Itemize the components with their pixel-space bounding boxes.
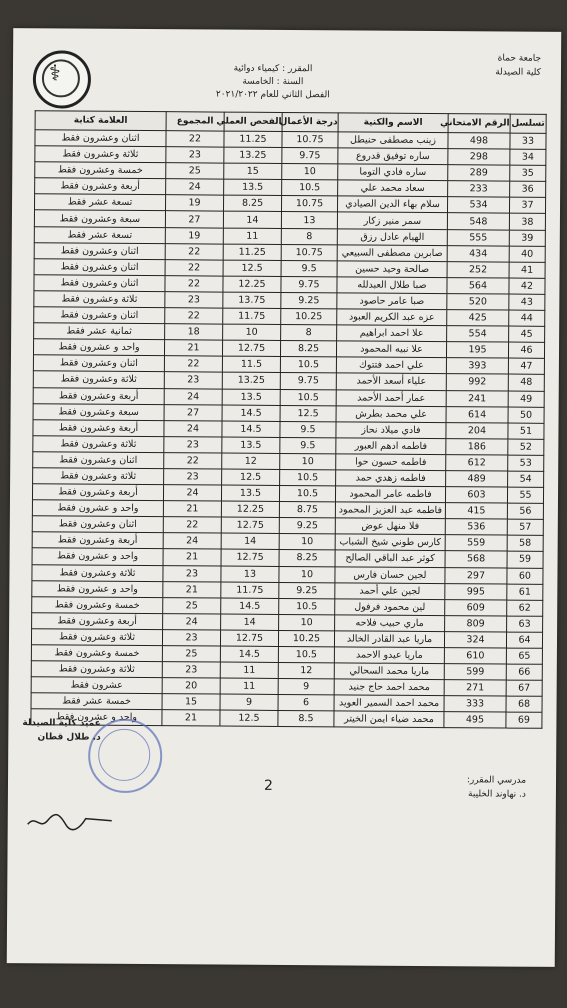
exam-number-cell: 992 [446, 374, 508, 391]
student-name-cell: محمد ضياء ايمن الخيتر [334, 711, 444, 728]
serial-cell: 63 [507, 616, 543, 632]
practical-exam-cell: 13.5 [222, 389, 280, 405]
grade-in-words-cell: اثنان وعشرون فقط [34, 242, 165, 259]
exam-number-cell: 809 [445, 615, 507, 632]
serial-cell: 46 [508, 342, 544, 358]
grade-in-words-cell: سبعة وعشرون فقط [34, 210, 165, 227]
exam-number-cell: 204 [446, 422, 508, 439]
total-cell: 22 [166, 131, 224, 147]
exam-number-cell: 186 [446, 438, 508, 455]
student-name-cell: الهيام عادل رزق [337, 228, 447, 245]
exam-number-cell: 415 [445, 503, 507, 520]
grade-in-words-cell: ثلاثة وعشرون فقط [31, 629, 162, 646]
practical-exam-cell: 14.5 [220, 646, 278, 662]
practical-exam-cell: 13.25 [224, 147, 282, 163]
grade-in-words-cell: واحد و عشرون فقط [32, 548, 163, 565]
grade-in-words-cell: اثنان وعشرون فقط [34, 275, 165, 292]
practical-exam-cell: 14.5 [222, 421, 280, 437]
total-cell: 24 [163, 613, 221, 629]
total-cell: 23 [164, 436, 222, 452]
course-year: السنة : الخامسة [242, 76, 304, 88]
serial-cell: 68 [506, 696, 542, 712]
coursework-grade-cell: 8.75 [279, 502, 335, 518]
total-cell: 23 [166, 147, 224, 163]
practical-exam-cell: 14.5 [221, 598, 279, 614]
student-name-cell: صبا عامر حاصود [337, 293, 447, 310]
student-name-cell: علي احمد فتتوك [336, 357, 446, 374]
serial-cell: 41 [509, 262, 545, 278]
student-name-cell: ساره توفيق قدروع [338, 148, 448, 165]
total-cell: 22 [165, 243, 223, 259]
total-cell: 21 [164, 340, 222, 356]
grade-in-words-cell: ثلاثة وعشرون فقط [33, 436, 164, 453]
student-name-cell: علي محمد بطرش [336, 405, 446, 422]
serial-cell: 43 [509, 294, 545, 310]
coursework-grade-cell: 10.25 [278, 630, 334, 646]
grade-in-words-cell: أربعة وعشرون فقط [32, 613, 163, 630]
course-name: المقرر : كيمياء دوائية [233, 63, 313, 75]
practical-exam-cell: 12.25 [223, 276, 281, 292]
coursework-grade-cell: 9.5 [280, 437, 336, 453]
grade-in-words-cell: اثنان وعشرون فقط [32, 516, 163, 533]
exam-number-cell: 995 [445, 583, 507, 600]
coursework-grade-cell: 10.5 [279, 486, 335, 502]
grade-in-words-cell: واحد و عشرون فقط [32, 580, 163, 597]
practical-exam-cell: 11 [220, 662, 278, 678]
serial-cell: 59 [507, 551, 543, 567]
exam-number-cell: 271 [444, 680, 506, 697]
serial-cell: 69 [506, 712, 542, 728]
total-cell: 22 [165, 276, 223, 292]
serial-cell: 60 [507, 568, 543, 584]
grade-in-words-cell: اثنان وعشرون فقط [34, 307, 165, 324]
student-name-cell: لجين علي أحمد [335, 582, 445, 599]
exam-number-cell: 554 [447, 326, 509, 343]
student-name-cell: لين محمود فرفول [335, 599, 445, 616]
exam-number-cell: 610 [444, 648, 506, 665]
total-cell: 18 [165, 324, 223, 340]
total-cell: 21 [163, 581, 221, 597]
student-name-cell: فلا منهل عوض [335, 518, 445, 535]
column-header: درجة الأعمال [282, 112, 338, 131]
practical-exam-cell: 15 [224, 163, 282, 179]
exam-number-cell: 520 [447, 294, 509, 311]
column-header: العلامة كتابة [35, 111, 166, 131]
student-name-cell: محمد احمد السمير العويد [334, 695, 444, 712]
page-number: 2 [263, 777, 273, 794]
grade-in-words-cell: أربعة وعشرون فقط [35, 178, 166, 195]
coursework-grade-cell: 8.25 [280, 341, 336, 357]
coursework-grade-cell: 10.75 [282, 131, 338, 147]
student-name-cell: صابرين مصطفى السبيعي [337, 245, 447, 262]
grade-in-words-cell: اثنان وعشرون فقط [35, 130, 166, 147]
grade-in-words-cell: ثلاثة وعشرون فقط [33, 371, 164, 388]
column-header: الرقم الامتحاني [448, 114, 510, 133]
coursework-grade-cell: 8.25 [279, 550, 335, 566]
serial-cell: 62 [507, 600, 543, 616]
serial-cell: 55 [507, 487, 543, 503]
student-name-cell: سعاد محمد علي [338, 180, 448, 197]
serial-cell: 44 [509, 310, 545, 326]
practical-exam-cell: 12 [222, 453, 280, 469]
total-cell: 21 [163, 549, 221, 565]
practical-exam-cell: 13.5 [222, 437, 280, 453]
practical-exam-cell: 11.75 [221, 582, 279, 598]
practical-exam-cell: 12.5 [220, 710, 278, 726]
student-name-cell: صبا طلال العبدلله [337, 277, 447, 294]
practical-exam-cell: 12.75 [222, 340, 280, 356]
exam-number-cell: 333 [444, 696, 506, 713]
serial-cell: 53 [508, 455, 544, 471]
practical-exam-cell: 9 [220, 694, 278, 710]
practical-exam-cell: 11.25 [224, 131, 282, 147]
exam-number-cell: 324 [444, 632, 506, 649]
dean-title: عميد كلية الصيدلة [22, 718, 101, 729]
coursework-grade-cell: 10 [279, 534, 335, 550]
student-name-cell: فاطمه زهدي حمد [336, 470, 446, 487]
course-header [203, 62, 343, 102]
serial-cell: 48 [508, 374, 544, 390]
coursework-grade-cell: 9.75 [281, 276, 337, 292]
student-name-cell: فاطمه ادهم العبور [336, 438, 446, 455]
grade-in-words-cell: ثلاثة وعشرون فقط [32, 564, 163, 581]
coursework-grade-cell: 10.5 [278, 646, 334, 662]
total-cell: 25 [166, 163, 224, 179]
grade-in-words-cell: ثلاثة وعشرون فقط [31, 661, 162, 678]
total-cell: 25 [162, 646, 220, 662]
grade-in-words-cell: اثنان وعشرون فقط [34, 259, 165, 276]
course-term: الفصل الثاني للعام ٢٠٢١/٢٠٢٢ [215, 89, 330, 101]
grade-in-words-cell: اثنان وعشرون فقط [33, 452, 164, 469]
total-cell: 23 [163, 565, 221, 581]
student-name-cell: ساره فادي التوما [338, 164, 448, 181]
practical-exam-cell: 13 [221, 566, 279, 582]
student-name-cell: كوثر عبد الباقي الصالح [335, 550, 445, 567]
practical-exam-cell: 12.25 [221, 501, 279, 517]
serial-cell: 65 [506, 648, 542, 664]
total-cell: 20 [162, 678, 220, 694]
student-name-cell: عمار أحمد الأحمد [336, 389, 446, 406]
serial-cell: 51 [508, 423, 544, 439]
grade-in-words-cell: عشرون فقط [31, 677, 162, 694]
grade-in-words-cell: خمسة وعشرون فقط [35, 162, 166, 179]
exam-number-cell: 603 [445, 487, 507, 504]
exam-number-cell: 599 [444, 664, 506, 681]
grade-in-words-cell: ثلاثة وعشرون فقط [33, 468, 164, 485]
serial-cell: 61 [507, 584, 543, 600]
total-cell: 23 [164, 469, 222, 485]
pharmacy-faculty-logo-icon: ⚕ [33, 50, 91, 108]
serial-cell: 47 [508, 358, 544, 374]
coursework-grade-cell: 9.5 [280, 421, 336, 437]
exam-number-cell: 297 [445, 567, 507, 584]
grade-in-words-cell: واحد و عشرون فقط [33, 339, 164, 356]
total-cell: 22 [163, 517, 221, 533]
student-name-cell: صالحة وحيد حسين [337, 261, 447, 278]
serial-cell: 40 [509, 246, 545, 262]
column-header: الفحص العملي [224, 112, 282, 131]
practical-exam-cell: 11 [220, 678, 278, 694]
total-cell: 25 [163, 597, 221, 613]
practical-exam-cell: 8.25 [223, 195, 281, 211]
practical-exam-cell: 12.5 [223, 260, 281, 276]
student-name-cell: علا نبيه المحمود [336, 341, 446, 358]
grade-in-words-cell: واحد و عشرون فقط [32, 500, 163, 517]
table-body [31, 130, 546, 729]
practical-exam-cell: 12.75 [221, 549, 279, 565]
serial-cell: 33 [510, 133, 546, 149]
serial-cell: 36 [510, 181, 546, 197]
exam-number-cell: 252 [447, 261, 509, 278]
practical-exam-cell: 13.25 [222, 372, 280, 388]
exam-number-cell: 289 [448, 165, 510, 182]
total-cell: 23 [162, 630, 220, 646]
practical-exam-cell: 12.75 [221, 517, 279, 533]
coursework-grade-cell: 10.5 [280, 389, 336, 405]
total-cell: 24 [166, 179, 224, 195]
serial-cell: 49 [508, 391, 544, 407]
grade-in-words-cell: ثمانية عشر فقط [34, 323, 165, 340]
coursework-grade-cell: 10.5 [280, 357, 336, 373]
exam-number-cell: 498 [448, 133, 510, 150]
serial-cell: 45 [509, 326, 545, 342]
coursework-grade-cell: 10.5 [280, 469, 336, 485]
dean-name: د. طلال قطان [37, 732, 101, 743]
total-cell: 21 [163, 501, 221, 517]
practical-exam-cell: 11.75 [223, 308, 281, 324]
grade-in-words-cell: سبعة وعشرون فقط [33, 403, 164, 420]
coursework-grade-cell: 9.5 [281, 260, 337, 276]
practical-exam-cell: 13.5 [221, 485, 279, 501]
coursework-grade-cell: 10.75 [281, 196, 337, 212]
practical-exam-cell: 14.5 [222, 405, 280, 421]
student-name-cell: سلام بهاء الدين الصيادي [337, 196, 447, 213]
practical-exam-cell: 11.25 [223, 244, 281, 260]
grade-in-words-cell: تسعة عشر فقط [34, 226, 165, 243]
student-name-cell: فاطمه عبد العزيز المحمود [335, 502, 445, 519]
total-cell: 22 [165, 308, 223, 324]
serial-cell: 38 [509, 214, 545, 230]
coursework-grade-cell: 9.75 [280, 373, 336, 389]
serial-cell: 52 [508, 439, 544, 455]
document-page [7, 28, 562, 967]
coursework-grade-cell: 12 [278, 663, 334, 679]
serial-cell: 56 [507, 503, 543, 519]
exam-number-cell: 489 [446, 471, 508, 488]
total-cell: 19 [165, 195, 223, 211]
grade-in-words-cell: أربعة وعشرون فقط [33, 419, 164, 436]
coursework-grade-cell: 10 [282, 164, 338, 180]
grade-in-words-cell: ثلاثة وعشرون فقط [35, 146, 166, 163]
faculty-name: كلية الصيدلة [495, 67, 542, 78]
grade-in-words-cell: تسعة عشر فقط [34, 194, 165, 211]
total-cell: 27 [165, 211, 223, 227]
serial-cell: 42 [509, 278, 545, 294]
total-cell: 27 [164, 404, 222, 420]
teachers-label: مدرسي المقرر: [466, 775, 527, 786]
practical-exam-cell: 12.75 [220, 630, 278, 646]
coursework-grade-cell: 9.25 [281, 292, 337, 308]
total-cell: 23 [162, 662, 220, 678]
exam-number-cell: 536 [445, 519, 507, 536]
serial-cell: 57 [507, 519, 543, 535]
grade-in-words-cell: واحد و عشرون فقط [31, 709, 162, 726]
total-cell: 22 [165, 259, 223, 275]
serial-cell: 58 [507, 535, 543, 551]
exam-number-cell: 495 [444, 712, 506, 729]
institution-header [495, 51, 541, 79]
total-cell: 24 [164, 388, 222, 404]
student-name-cell: محمد احمد حاج جنيد [334, 679, 444, 696]
student-name-cell: علياء أسعد الأحمد [336, 373, 446, 390]
coursework-grade-cell: 10 [280, 453, 336, 469]
exam-number-cell: 233 [448, 181, 510, 198]
coursework-grade-cell: 9.75 [282, 148, 338, 164]
coursework-grade-cell: 10 [279, 566, 335, 582]
total-cell: 24 [164, 420, 222, 436]
student-name-cell: زينب مصطفى حنيطل [338, 132, 448, 149]
serial-cell: 67 [506, 680, 542, 696]
practical-exam-cell: 13.5 [224, 179, 282, 195]
student-name-cell: ماري حبيب فلاحه [335, 615, 445, 632]
serial-cell: 66 [506, 664, 542, 680]
serial-cell: 37 [509, 197, 545, 213]
coursework-grade-cell: 6 [278, 695, 334, 711]
practical-exam-cell: 14 [221, 614, 279, 630]
exam-number-cell: 425 [447, 310, 509, 327]
total-cell: 15 [162, 694, 220, 710]
grade-in-words-cell: أربعة وعشرون فقط [32, 484, 163, 501]
total-cell: 23 [164, 372, 222, 388]
coursework-grade-cell: 9 [278, 679, 334, 695]
exam-number-cell: 564 [447, 277, 509, 294]
coursework-grade-cell: 8.5 [278, 711, 334, 727]
exam-number-cell: 614 [446, 406, 508, 423]
exam-number-cell: 555 [447, 229, 509, 246]
student-name-cell: ماريا محمد السحالي [334, 663, 444, 680]
coursework-grade-cell: 9.25 [279, 518, 335, 534]
teacher-name: د. نهاوند الخليبة [468, 789, 526, 800]
practical-exam-cell: 14 [221, 533, 279, 549]
coursework-grade-cell: 10.75 [281, 244, 337, 260]
exam-number-cell: 393 [446, 358, 508, 375]
coursework-grade-cell: 8 [281, 228, 337, 244]
exam-number-cell: 534 [447, 197, 509, 214]
student-name-cell: فاطمه عامر المحمود [335, 486, 445, 503]
student-name-cell: علا احمد ابراهيم [337, 325, 447, 342]
practical-exam-cell: 13.75 [223, 292, 281, 308]
student-name-cell: سمر منير زكار [337, 212, 447, 229]
coursework-grade-cell: 13 [281, 212, 337, 228]
grade-in-words-cell: أربعة وعشرون فقط [32, 532, 163, 549]
grade-in-words-cell: ثلاثة وعشرون فقط [34, 291, 165, 308]
column-header: الاسم والكنية [338, 113, 448, 133]
coursework-grade-cell: 8 [281, 325, 337, 341]
total-cell: 24 [163, 533, 221, 549]
total-cell: 22 [164, 453, 222, 469]
practical-exam-cell: 11 [223, 228, 281, 244]
practical-exam-cell: 12.5 [222, 469, 280, 485]
grade-in-words-cell: أربعة وعشرون فقط [33, 387, 164, 404]
exam-number-cell: 568 [445, 551, 507, 568]
total-cell: 21 [162, 710, 220, 726]
exam-number-cell: 241 [446, 390, 508, 407]
practical-exam-cell: 11.5 [222, 356, 280, 372]
student-name-cell: ماريا عبد القادر الخالد [334, 631, 444, 648]
teachers-block [467, 773, 526, 801]
university-name: جامعة حماة [497, 53, 542, 64]
student-name-cell: لجين حسان فارس [335, 566, 445, 583]
total-cell: 22 [164, 356, 222, 372]
coursework-grade-cell: 10.5 [282, 180, 338, 196]
serial-cell: 35 [510, 165, 546, 181]
exam-number-cell: 195 [446, 342, 508, 359]
student-name-cell: فادي ميلاد نحاز [336, 422, 446, 439]
coursework-grade-cell: 10.5 [279, 598, 335, 614]
exam-number-cell: 548 [447, 213, 509, 230]
serial-cell: 64 [506, 632, 542, 648]
practical-exam-cell: 14 [223, 212, 281, 228]
serial-cell: 50 [508, 407, 544, 423]
dean-signature-block [22, 716, 101, 745]
total-cell: 24 [163, 485, 221, 501]
total-cell: 23 [165, 292, 223, 308]
coursework-grade-cell: 10 [279, 614, 335, 630]
exam-number-cell: 298 [448, 149, 510, 166]
student-name-cell: فاطمه حسون حوا [336, 454, 446, 471]
coursework-grade-cell: 9.25 [279, 582, 335, 598]
exam-number-cell: 609 [445, 599, 507, 616]
grades-table [30, 110, 546, 729]
grade-in-words-cell: خمسة وعشرون فقط [32, 596, 163, 613]
total-cell: 19 [165, 227, 223, 243]
column-header: المجموع [166, 112, 224, 131]
grade-in-words-cell: خمسة وعشرون فقط [31, 645, 162, 662]
grade-in-words-cell: خمسة عشر فقط [31, 693, 162, 710]
student-name-cell: عزه عبد الكريم العبود [337, 309, 447, 326]
handwritten-signature-icon [26, 810, 116, 833]
student-name-cell: ماريا عيدو الاحمد [334, 647, 444, 664]
exam-number-cell: 559 [445, 535, 507, 552]
coursework-grade-cell: 10.25 [281, 309, 337, 325]
exam-number-cell: 434 [447, 245, 509, 262]
exam-number-cell: 612 [446, 455, 508, 472]
serial-cell: 39 [509, 230, 545, 246]
grade-in-words-cell: اثنان وعشرون فقط [33, 355, 164, 372]
serial-cell: 54 [508, 471, 544, 487]
practical-exam-cell: 10 [223, 324, 281, 340]
column-header: تسلسل [510, 114, 546, 133]
coursework-grade-cell: 12.5 [280, 405, 336, 421]
student-name-cell: كارس طوني شيخ الشباب [335, 534, 445, 551]
serial-cell: 34 [510, 149, 546, 165]
